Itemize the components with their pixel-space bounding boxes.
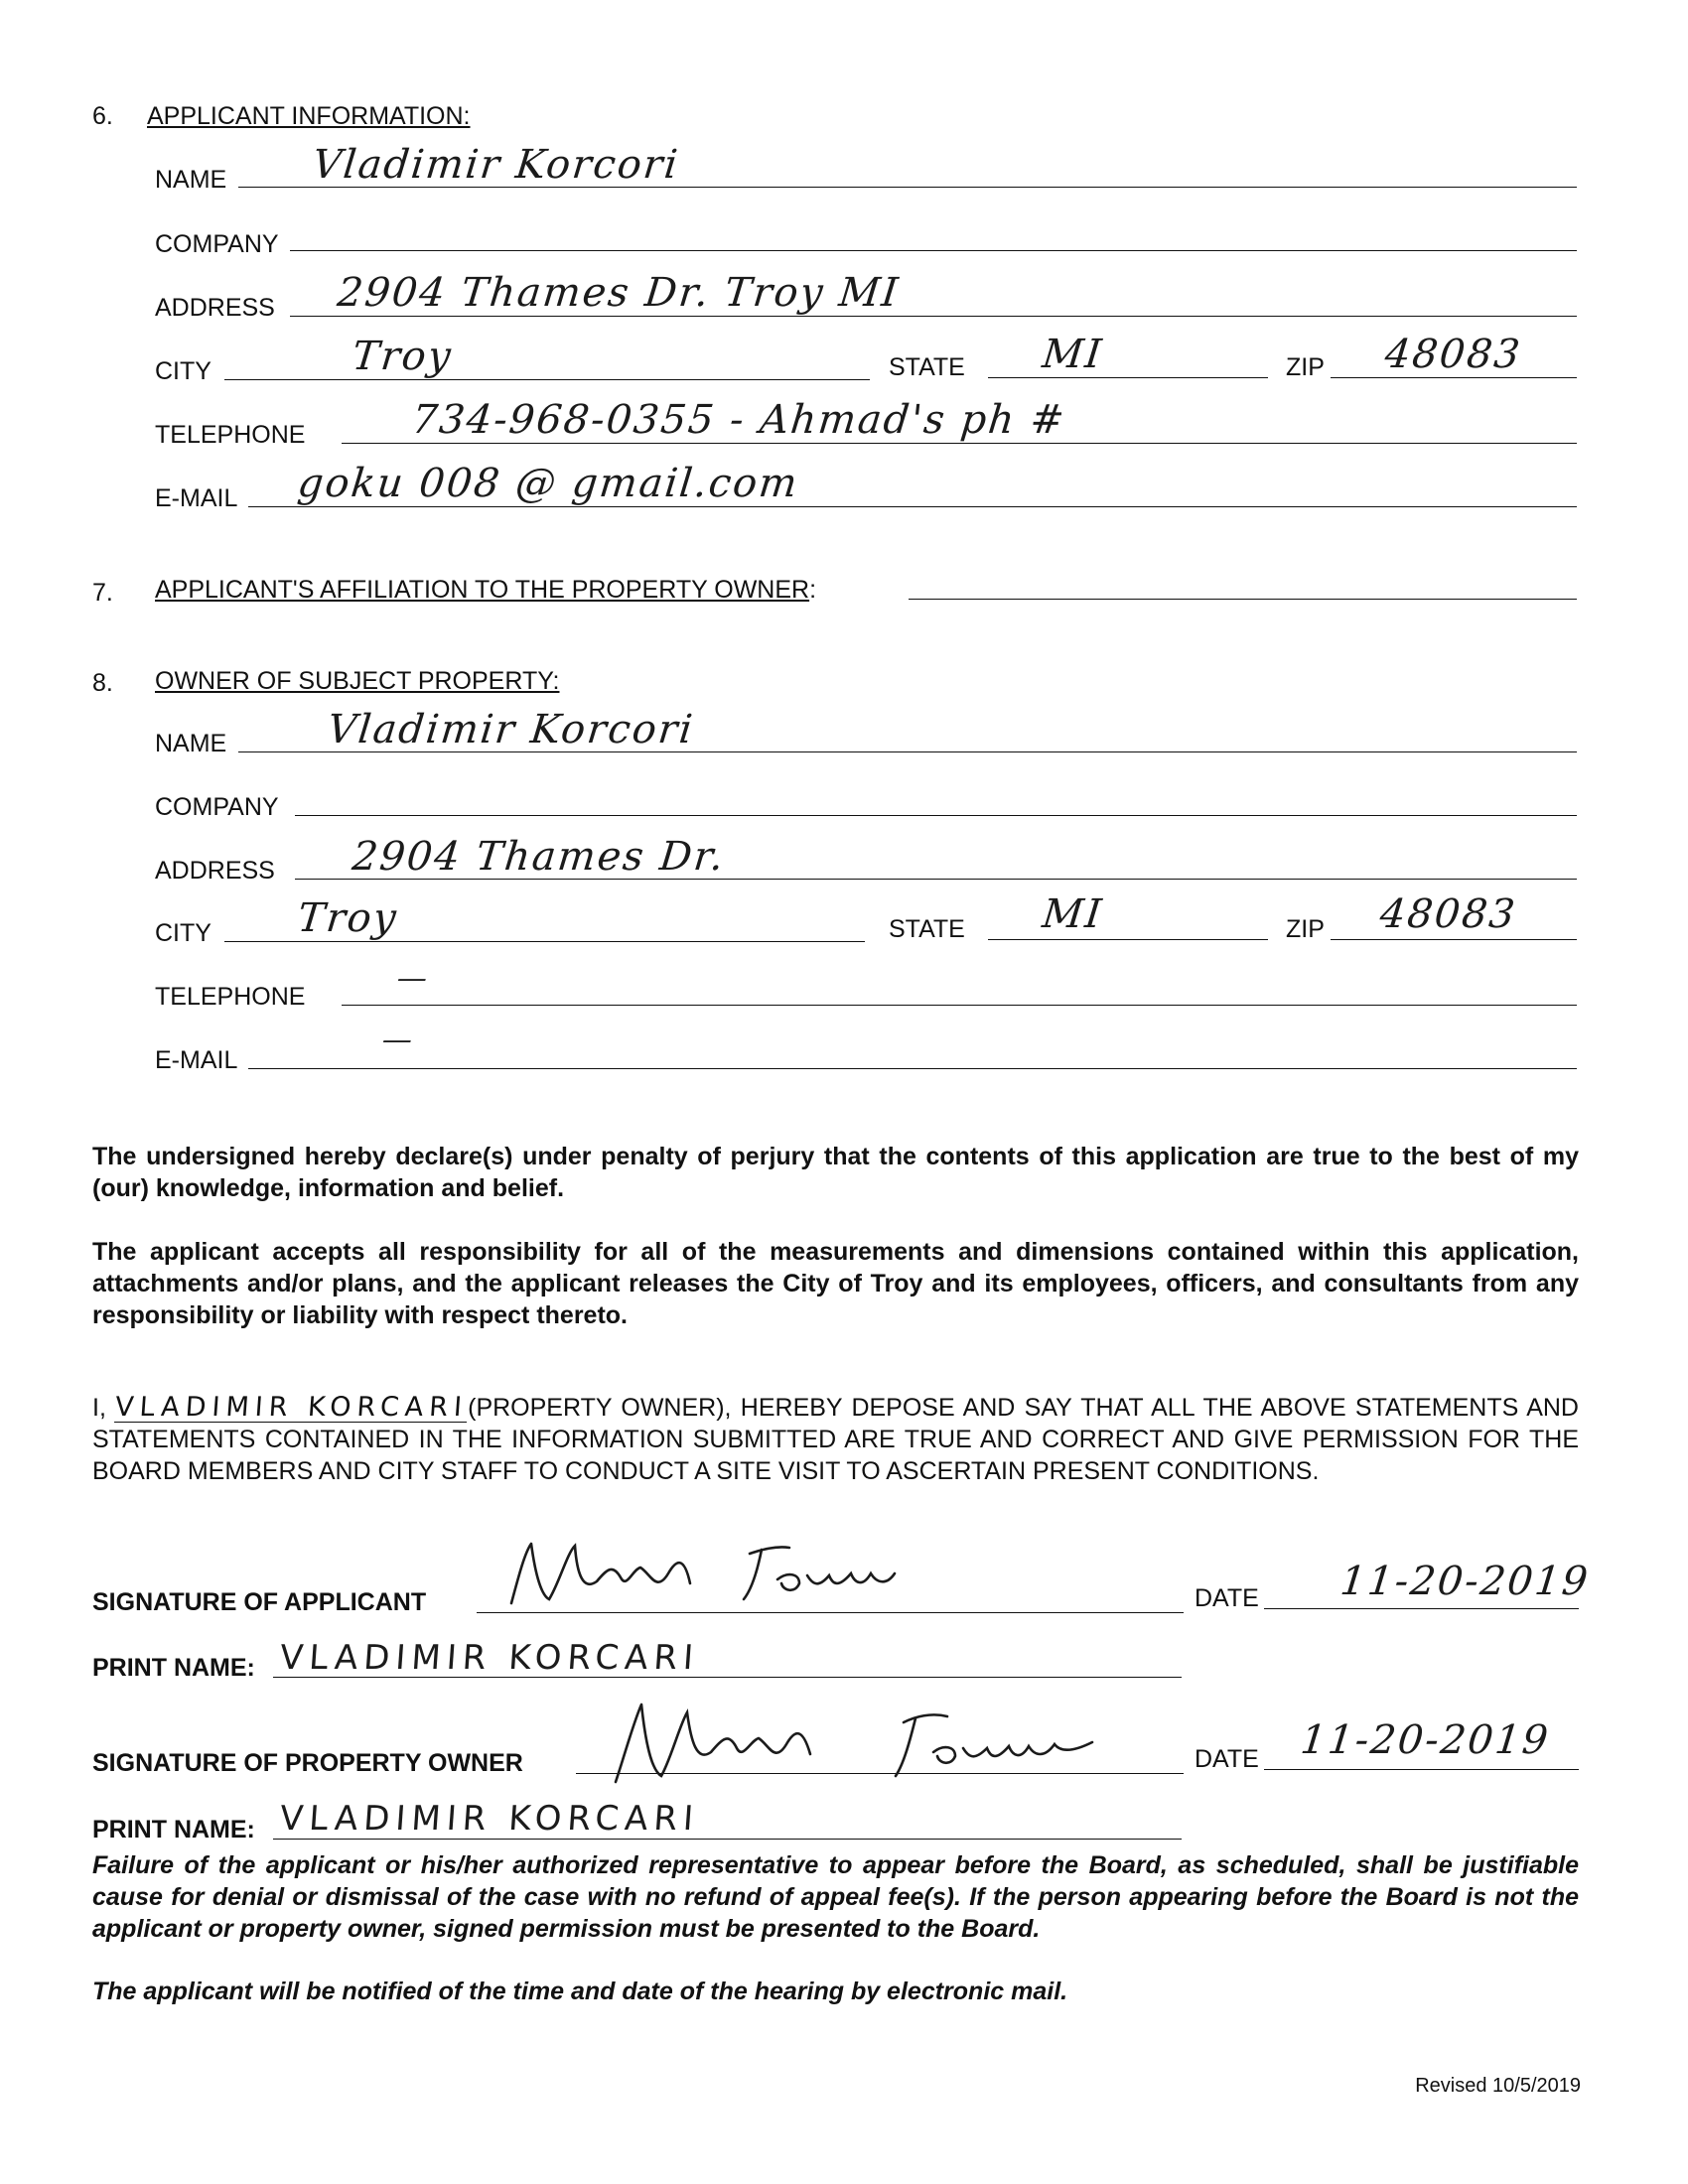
owner-address-field[interactable]: 2904 Thames Dr.: [350, 834, 728, 880]
applicant-date-line: [1264, 1608, 1579, 1609]
owner-address-label: ADDRESS: [155, 857, 275, 885]
owner-signature-label: SIGNATURE OF PROPERTY OWNER: [92, 1749, 523, 1777]
section-7-heading: APPLICANT'S AFFILIATION TO THE PROPERTY OWNER: [155, 576, 810, 604]
owner-company-field[interactable]: [295, 815, 1577, 816]
owner-state-field[interactable]: MI: [1040, 891, 1106, 937]
notification-notice: The applicant will be notified of the time and date of the hearing by electronic mail.: [92, 1978, 1068, 2005]
applicant-zip-line: [1331, 377, 1577, 378]
applicant-city-label: CITY: [155, 357, 211, 385]
owner-city-field[interactable]: Troy: [295, 895, 400, 941]
owner-name-label: NAME: [155, 730, 227, 757]
owner-zip-line: [1331, 939, 1577, 940]
applicant-print-field[interactable]: VLADIMIR KORCARI: [278, 1638, 701, 1678]
applicant-telephone-line: [342, 443, 1577, 444]
owner-email-label: E-MAIL: [155, 1046, 238, 1074]
applicant-telephone-label: TELEPHONE: [155, 421, 306, 449]
owner-email-field[interactable]: —: [380, 1023, 416, 1057]
applicant-address-label: ADDRESS: [155, 294, 275, 322]
owner-telephone-label: TELEPHONE: [155, 983, 306, 1011]
section-8-heading: OWNER OF SUBJECT PROPERTY:: [155, 667, 560, 695]
section-6-number: 6.: [92, 102, 113, 130]
applicant-print-label: PRINT NAME:: [92, 1654, 255, 1682]
failure-notice: Failure of the applicant or his/her authorized representative to appear before the Board, as scheduled, shall be justifiable cause for denial or dismissal of the case with no refund of appeal fee(s). If the person appearing before the Board is not the applicant or property owner, signed permission must be presented to the Board.: [92, 1851, 1579, 1943]
section-8-number: 8.: [92, 669, 113, 697]
owner-telephone-line: [342, 1005, 1577, 1006]
applicant-state-field[interactable]: MI: [1040, 332, 1106, 377]
applicant-email-label: E-MAIL: [155, 484, 238, 512]
section-7-heading-wrap: [155, 576, 816, 605]
applicant-telephone-field[interactable]: 734-968-0355 - Ahmad's ph #: [409, 397, 1068, 443]
depose-name-field[interactable]: VLADIMIR KORCARI: [114, 1392, 470, 1423]
applicant-zip-field[interactable]: 48083: [1382, 332, 1524, 377]
owner-date-line: [1264, 1769, 1579, 1770]
revised-date: Revised 10/5/2019: [1415, 2075, 1581, 2097]
owner-city-label: CITY: [155, 919, 211, 947]
owner-print-label: PRINT NAME:: [92, 1816, 255, 1843]
owner-zip-label: ZIP: [1286, 915, 1325, 943]
owner-signature-field[interactable]: [606, 1693, 1162, 1792]
affiliation-field[interactable]: [909, 599, 1577, 600]
owner-state-label: STATE: [889, 915, 965, 943]
applicant-city-field[interactable]: Troy: [350, 334, 455, 379]
owner-zip-field[interactable]: 48083: [1377, 891, 1519, 937]
applicant-state-label: STATE: [889, 353, 965, 381]
applicant-signature-field[interactable]: [501, 1534, 1018, 1613]
owner-city-line: [224, 941, 865, 942]
applicant-date-label: DATE: [1195, 1584, 1259, 1612]
depose-prefix: I,: [92, 1394, 106, 1422]
responsibility-declaration: The applicant accepts all responsibility for all of the measurements and dimensions contained within this application, attachments and/or plans, and the applicant releases the City of Troy and its employees, officers, and consultants from any responsibility or liability with respect thereto.: [92, 1238, 1579, 1329]
depose-statement: [92, 1392, 1579, 1487]
applicant-email-line: [248, 506, 1577, 507]
owner-date-label: DATE: [1195, 1745, 1259, 1773]
owner-print-line: [273, 1839, 1182, 1840]
depose-text: (PROPERTY OWNER), HEREBY DEPOSE AND SAY THAT ALL THE ABOVE STATEMENTS AND STATEMENTS CONTAINED IN THE INFORMATION SUBMITTED ARE TRUE AND CORRECT AND GIVE PERMISSION FOR THE BOARD MEMBERS AND CITY STAFF TO CONDUCT A SITE VISIT TO ASCERTAIN PRESENT CONDITIONS.: [92, 1394, 1579, 1485]
applicant-company-field[interactable]: [290, 250, 1577, 251]
owner-date-field[interactable]: 11-20-2019: [1298, 1717, 1553, 1763]
applicant-city-line: [224, 379, 870, 380]
section-7-number: 7.: [92, 579, 113, 607]
owner-telephone-field[interactable]: —: [395, 961, 431, 996]
owner-company-label: COMPANY: [155, 793, 279, 821]
owner-state-line: [988, 939, 1268, 940]
owner-email-line: [248, 1068, 1577, 1069]
section-7-colon: :: [809, 576, 817, 604]
applicant-address-line: [290, 316, 1577, 317]
perjury-declaration: The undersigned hereby declare(s) under penalty of perjury that the contents of this application are true to the best of my (our) knowledge, information and belief.: [92, 1143, 1579, 1202]
applicant-address-field[interactable]: 2904 Thames Dr. Troy MI: [335, 270, 903, 316]
section-6-heading: APPLICANT INFORMATION:: [147, 102, 471, 130]
applicant-company-label: COMPANY: [155, 230, 279, 258]
applicant-zip-label: ZIP: [1286, 353, 1325, 381]
owner-print-field[interactable]: VLADIMIR KORCARI: [278, 1799, 701, 1839]
applicant-name-field[interactable]: Vladimir Korcori: [310, 142, 682, 188]
owner-name-field[interactable]: Vladimir Korcori: [325, 707, 697, 752]
applicant-name-label: NAME: [155, 166, 227, 194]
applicant-email-field[interactable]: goku 008 @ gmail.com: [295, 461, 801, 506]
applicant-state-line: [988, 377, 1268, 378]
applicant-date-field[interactable]: 11-20-2019: [1337, 1559, 1593, 1604]
applicant-signature-label: SIGNATURE OF APPLICANT: [92, 1588, 427, 1616]
